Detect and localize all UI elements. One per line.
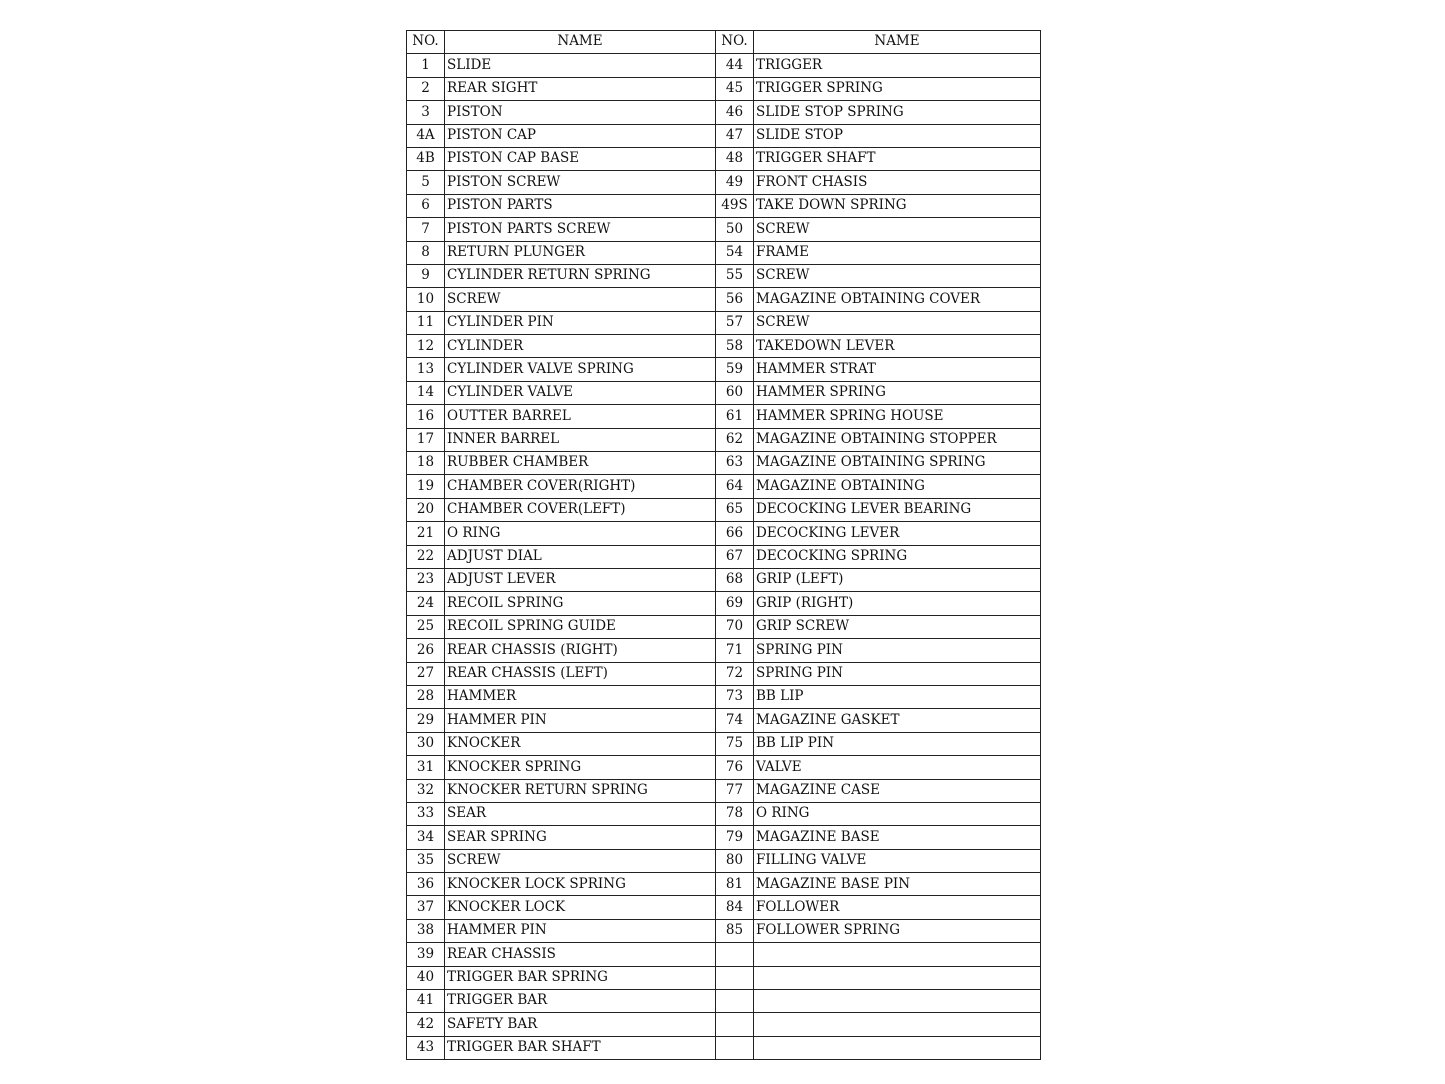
part-name-right: FRONT CHASIS	[754, 171, 1041, 194]
part-name-left: SEAR SPRING	[445, 826, 716, 849]
table-row	[407, 709, 1041, 732]
part-name-left: O RING	[445, 522, 716, 545]
part-number-right: 78	[716, 802, 754, 825]
part-number-left: 13	[407, 358, 445, 381]
table-header-row	[407, 31, 1041, 54]
part-number-right: 71	[716, 639, 754, 662]
table-row	[407, 241, 1041, 264]
table-row	[407, 873, 1041, 896]
part-name-right: FRAME	[754, 241, 1041, 264]
part-number-right	[716, 990, 754, 1013]
part-name-right: MAGAZINE GASKET	[754, 709, 1041, 732]
part-number-left: 4B	[407, 147, 445, 170]
part-name-left: HAMMER PIN	[445, 919, 716, 942]
part-name-right: FOLLOWER SPRING	[754, 919, 1041, 942]
table-row	[407, 288, 1041, 311]
part-name-right: MAGAZINE OBTAINING STOPPER	[754, 428, 1041, 451]
part-name-left: SCREW	[445, 288, 716, 311]
part-name-left: ADJUST LEVER	[445, 568, 716, 591]
part-number-right: 64	[716, 475, 754, 498]
part-name-left: PISTON CAP	[445, 124, 716, 147]
table-row	[407, 264, 1041, 287]
part-name-right: SCREW	[754, 218, 1041, 241]
part-name-right: MAGAZINE OBTAINING	[754, 475, 1041, 498]
part-number-left: 9	[407, 264, 445, 287]
table-row	[407, 826, 1041, 849]
part-name-right: MAGAZINE BASE	[754, 826, 1041, 849]
part-number-right: 67	[716, 545, 754, 568]
part-number-left: 17	[407, 428, 445, 451]
part-number-left: 14	[407, 381, 445, 404]
part-number-right: 44	[716, 54, 754, 77]
part-number-right: 80	[716, 849, 754, 872]
part-number-right: 54	[716, 241, 754, 264]
part-number-right	[716, 966, 754, 989]
table-row	[407, 522, 1041, 545]
part-name-left: CYLINDER VALVE	[445, 381, 716, 404]
part-name-left: OUTTER BARREL	[445, 405, 716, 428]
part-name-left: TRIGGER BAR SHAFT	[445, 1036, 716, 1059]
part-name-left: PISTON	[445, 101, 716, 124]
part-number-right: 61	[716, 405, 754, 428]
part-number-right	[716, 1013, 754, 1036]
part-name-right: VALVE	[754, 756, 1041, 779]
table-row	[407, 311, 1041, 334]
part-name-right: HAMMER STRAT	[754, 358, 1041, 381]
part-name-left: PISTON SCREW	[445, 171, 716, 194]
part-name-right	[754, 1013, 1041, 1036]
table-row	[407, 218, 1041, 241]
part-number-left: 38	[407, 919, 445, 942]
part-name-right: SCREW	[754, 264, 1041, 287]
part-number-right: 79	[716, 826, 754, 849]
part-name-left: HAMMER	[445, 685, 716, 708]
part-number-left: 5	[407, 171, 445, 194]
table-row	[407, 101, 1041, 124]
header-no-left: NO.	[407, 31, 445, 54]
part-number-right: 76	[716, 756, 754, 779]
part-number-right: 55	[716, 264, 754, 287]
part-name-left: HAMMER PIN	[445, 709, 716, 732]
part-name-right: SPRING PIN	[754, 639, 1041, 662]
part-number-right: 68	[716, 568, 754, 591]
part-name-right: FOLLOWER	[754, 896, 1041, 919]
table-row	[407, 756, 1041, 779]
part-number-right	[716, 1036, 754, 1059]
part-name-left: CYLINDER RETURN SPRING	[445, 264, 716, 287]
table-row	[407, 452, 1041, 475]
table-row	[407, 568, 1041, 591]
part-number-left: 21	[407, 522, 445, 545]
part-name-right: GRIP (RIGHT)	[754, 592, 1041, 615]
part-number-right: 49	[716, 171, 754, 194]
part-number-right: 58	[716, 335, 754, 358]
part-name-right: HAMMER SPRING HOUSE	[754, 405, 1041, 428]
part-name-right: SCREW	[754, 311, 1041, 334]
table-row	[407, 545, 1041, 568]
part-name-left: TRIGGER BAR	[445, 990, 716, 1013]
part-number-left: 18	[407, 452, 445, 475]
table-row	[407, 405, 1041, 428]
part-number-right: 74	[716, 709, 754, 732]
part-name-right: SLIDE STOP SPRING	[754, 101, 1041, 124]
part-name-right: FILLING VALVE	[754, 849, 1041, 872]
part-number-left: 29	[407, 709, 445, 732]
part-name-left: PISTON PARTS	[445, 194, 716, 217]
table-row	[407, 990, 1041, 1013]
part-number-right: 63	[716, 452, 754, 475]
part-name-left: RETURN PLUNGER	[445, 241, 716, 264]
part-number-left: 28	[407, 685, 445, 708]
table-row	[407, 358, 1041, 381]
part-number-right: 66	[716, 522, 754, 545]
table-row	[407, 1036, 1041, 1059]
table-row	[407, 498, 1041, 521]
part-number-right: 77	[716, 779, 754, 802]
part-number-left: 33	[407, 802, 445, 825]
table-row	[407, 147, 1041, 170]
table-row	[407, 428, 1041, 451]
part-number-right: 47	[716, 124, 754, 147]
table-row	[407, 919, 1041, 942]
part-number-left: 34	[407, 826, 445, 849]
part-name-left: RECOIL SPRING	[445, 592, 716, 615]
part-number-left: 26	[407, 639, 445, 662]
part-name-left: CYLINDER PIN	[445, 311, 716, 334]
part-number-left: 22	[407, 545, 445, 568]
table-row	[407, 54, 1041, 77]
part-number-right: 50	[716, 218, 754, 241]
part-number-right: 49S	[716, 194, 754, 217]
part-number-left: 40	[407, 966, 445, 989]
part-name-left: REAR CHASSIS (RIGHT)	[445, 639, 716, 662]
part-name-right: TRIGGER	[754, 54, 1041, 77]
part-name-right: HAMMER SPRING	[754, 381, 1041, 404]
part-name-left: SAFETY BAR	[445, 1013, 716, 1036]
table-row	[407, 779, 1041, 802]
table-row	[407, 615, 1041, 638]
part-name-left: TRIGGER BAR SPRING	[445, 966, 716, 989]
part-number-left: 11	[407, 311, 445, 334]
part-number-left: 8	[407, 241, 445, 264]
table-row	[407, 966, 1041, 989]
part-number-right: 75	[716, 732, 754, 755]
part-name-left: REAR CHASSIS (LEFT)	[445, 662, 716, 685]
part-name-left: KNOCKER SPRING	[445, 756, 716, 779]
part-number-left: 39	[407, 943, 445, 966]
part-name-left: SCREW	[445, 849, 716, 872]
part-number-left: 10	[407, 288, 445, 311]
table-row	[407, 662, 1041, 685]
part-number-right: 57	[716, 311, 754, 334]
part-name-left: INNER BARREL	[445, 428, 716, 451]
header-no-right: NO.	[716, 31, 754, 54]
part-name-right: BB LIP	[754, 685, 1041, 708]
part-number-left: 35	[407, 849, 445, 872]
parts-list-table	[406, 30, 1041, 1060]
table-row	[407, 381, 1041, 404]
part-number-right: 59	[716, 358, 754, 381]
part-name-right: MAGAZINE BASE PIN	[754, 873, 1041, 896]
table-row	[407, 685, 1041, 708]
part-name-left: PISTON CAP BASE	[445, 147, 716, 170]
part-number-right	[716, 943, 754, 966]
part-name-left: CHAMBER COVER(RIGHT)	[445, 475, 716, 498]
part-name-left: KNOCKER	[445, 732, 716, 755]
table-row	[407, 77, 1041, 100]
part-number-left: 37	[407, 896, 445, 919]
part-number-right: 70	[716, 615, 754, 638]
part-name-right: TAKEDOWN LEVER	[754, 335, 1041, 358]
table-row	[407, 171, 1041, 194]
part-number-left: 3	[407, 101, 445, 124]
table-row	[407, 335, 1041, 358]
header-name-right: NAME	[754, 31, 1041, 54]
part-name-right	[754, 966, 1041, 989]
part-number-right: 60	[716, 381, 754, 404]
part-name-right: TRIGGER SHAFT	[754, 147, 1041, 170]
part-number-right: 72	[716, 662, 754, 685]
part-number-left: 41	[407, 990, 445, 1013]
part-name-left: ADJUST DIAL	[445, 545, 716, 568]
part-number-right: 48	[716, 147, 754, 170]
part-name-left: CHAMBER COVER(LEFT)	[445, 498, 716, 521]
part-number-left: 24	[407, 592, 445, 615]
part-name-right: DECOCKING LEVER BEARING	[754, 498, 1041, 521]
part-name-right: TAKE DOWN SPRING	[754, 194, 1041, 217]
part-name-right	[754, 990, 1041, 1013]
part-number-left: 6	[407, 194, 445, 217]
part-number-right: 69	[716, 592, 754, 615]
table-row	[407, 124, 1041, 147]
part-name-right: SLIDE STOP	[754, 124, 1041, 147]
part-number-left: 19	[407, 475, 445, 498]
part-number-right: 81	[716, 873, 754, 896]
parts-table-body	[407, 54, 1041, 1060]
part-name-right	[754, 1036, 1041, 1059]
header-name-left: NAME	[445, 31, 716, 54]
part-name-left: PISTON PARTS SCREW	[445, 218, 716, 241]
part-number-right: 56	[716, 288, 754, 311]
part-name-left: KNOCKER LOCK SPRING	[445, 873, 716, 896]
part-name-left: KNOCKER RETURN SPRING	[445, 779, 716, 802]
table-row	[407, 732, 1041, 755]
table-row	[407, 639, 1041, 662]
part-name-left: RUBBER CHAMBER	[445, 452, 716, 475]
part-number-left: 27	[407, 662, 445, 685]
part-number-left: 20	[407, 498, 445, 521]
part-number-left: 42	[407, 1013, 445, 1036]
part-name-right: DECOCKING SPRING	[754, 545, 1041, 568]
table-row	[407, 194, 1041, 217]
table-row	[407, 849, 1041, 872]
part-name-right: GRIP SCREW	[754, 615, 1041, 638]
part-name-right	[754, 943, 1041, 966]
part-name-left: KNOCKER LOCK	[445, 896, 716, 919]
table-row	[407, 592, 1041, 615]
part-number-left: 32	[407, 779, 445, 802]
part-name-right: GRIP (LEFT)	[754, 568, 1041, 591]
part-number-left: 16	[407, 405, 445, 428]
table-row	[407, 1013, 1041, 1036]
part-number-left: 36	[407, 873, 445, 896]
part-name-left: SEAR	[445, 802, 716, 825]
part-number-left: 25	[407, 615, 445, 638]
part-name-right: MAGAZINE OBTAINING COVER	[754, 288, 1041, 311]
part-number-left: 23	[407, 568, 445, 591]
part-number-left: 31	[407, 756, 445, 779]
part-name-right: SPRING PIN	[754, 662, 1041, 685]
part-number-right: 65	[716, 498, 754, 521]
part-name-left: SLIDE	[445, 54, 716, 77]
part-number-right: 73	[716, 685, 754, 708]
part-number-right: 45	[716, 77, 754, 100]
part-number-left: 30	[407, 732, 445, 755]
part-number-right: 85	[716, 919, 754, 942]
part-number-left: 12	[407, 335, 445, 358]
part-number-right: 84	[716, 896, 754, 919]
part-name-right: DECOCKING LEVER	[754, 522, 1041, 545]
table-row	[407, 475, 1041, 498]
part-number-left: 43	[407, 1036, 445, 1059]
table-row	[407, 896, 1041, 919]
part-name-right: O RING	[754, 802, 1041, 825]
part-number-left: 2	[407, 77, 445, 100]
part-name-left: REAR SIGHT	[445, 77, 716, 100]
table-row	[407, 943, 1041, 966]
part-number-left: 4A	[407, 124, 445, 147]
part-number-left: 7	[407, 218, 445, 241]
part-number-right: 46	[716, 101, 754, 124]
part-number-left: 1	[407, 54, 445, 77]
part-name-left: CYLINDER VALVE SPRING	[445, 358, 716, 381]
part-name-right: MAGAZINE OBTAINING SPRING	[754, 452, 1041, 475]
part-name-left: REAR CHASSIS	[445, 943, 716, 966]
part-name-right: TRIGGER SPRING	[754, 77, 1041, 100]
part-name-left: CYLINDER	[445, 335, 716, 358]
part-name-right: BB LIP PIN	[754, 732, 1041, 755]
part-name-right: MAGAZINE CASE	[754, 779, 1041, 802]
table-row	[407, 802, 1041, 825]
part-number-right: 62	[716, 428, 754, 451]
part-name-left: RECOIL SPRING GUIDE	[445, 615, 716, 638]
